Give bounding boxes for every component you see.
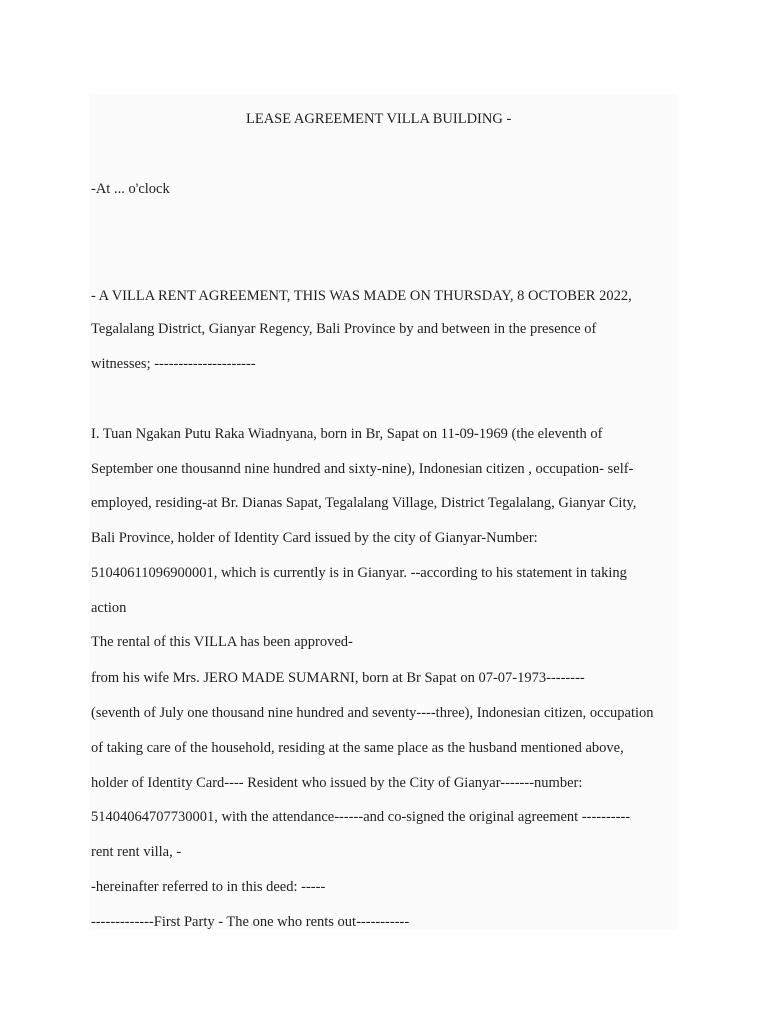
text-line: holder of Identity Card---- Resident who issued by the City of Gianyar-------number:	[91, 775, 583, 791]
time-line: -At ... o'clock	[91, 181, 170, 197]
text-line: -------------First Party - The one who rents out-----------	[91, 914, 410, 930]
text-line: Bali Province, holder of Identity Card issued by the city of Gianyar-Number:	[91, 530, 538, 546]
text-line: witnesses; ---------------------	[91, 356, 256, 372]
text-line: September one thousannd nine hundred and sixty-nine), Indonesian citizen , occupation- self-	[91, 461, 634, 477]
text-line: -hereinafter referred to in this deed: -----	[91, 879, 326, 895]
document-title: LEASE AGREEMENT VILLA BUILDING -	[246, 111, 512, 127]
text-line: Tegalalang District, Gianyar Regency, Bali Province by and between in the presence of	[91, 321, 597, 337]
text-line: The rental of this VILLA has been approved-	[91, 634, 353, 650]
text-line: of taking care of the household, residing at the same place as the husband mentioned above,	[91, 740, 624, 756]
text-line: 51040611096900001, which is currently is in Gianyar. --according to his statement in taking	[91, 565, 627, 581]
document-page	[89, 94, 678, 930]
text-line: employed, residing-at Br. Dianas Sapat, Tegalalang Village, District Tegalalang, Gianyar City,	[91, 495, 637, 511]
text-line: 51404064707730001, with the attendance------and co-signed the original agreement ----------	[91, 809, 631, 825]
text-line: (seventh of July one thousand nine hundred and seventy----three), Indonesian citizen, occupation	[91, 705, 654, 721]
text-line: action	[91, 600, 127, 616]
text-line: - A VILLA RENT AGREEMENT, THIS WAS MADE ON THURSDAY, 8 OCTOBER 2022,	[91, 288, 632, 304]
text-line: I. Tuan Ngakan Putu Raka Wiadnyana, born in Br, Sapat on 11-09-1969 (the eleventh of	[91, 426, 603, 442]
text-line: rent rent villa, -	[91, 844, 182, 860]
text-line: from his wife Mrs. JERO MADE SUMARNI, born at Br Sapat on 07-07-1973--------	[91, 670, 585, 686]
